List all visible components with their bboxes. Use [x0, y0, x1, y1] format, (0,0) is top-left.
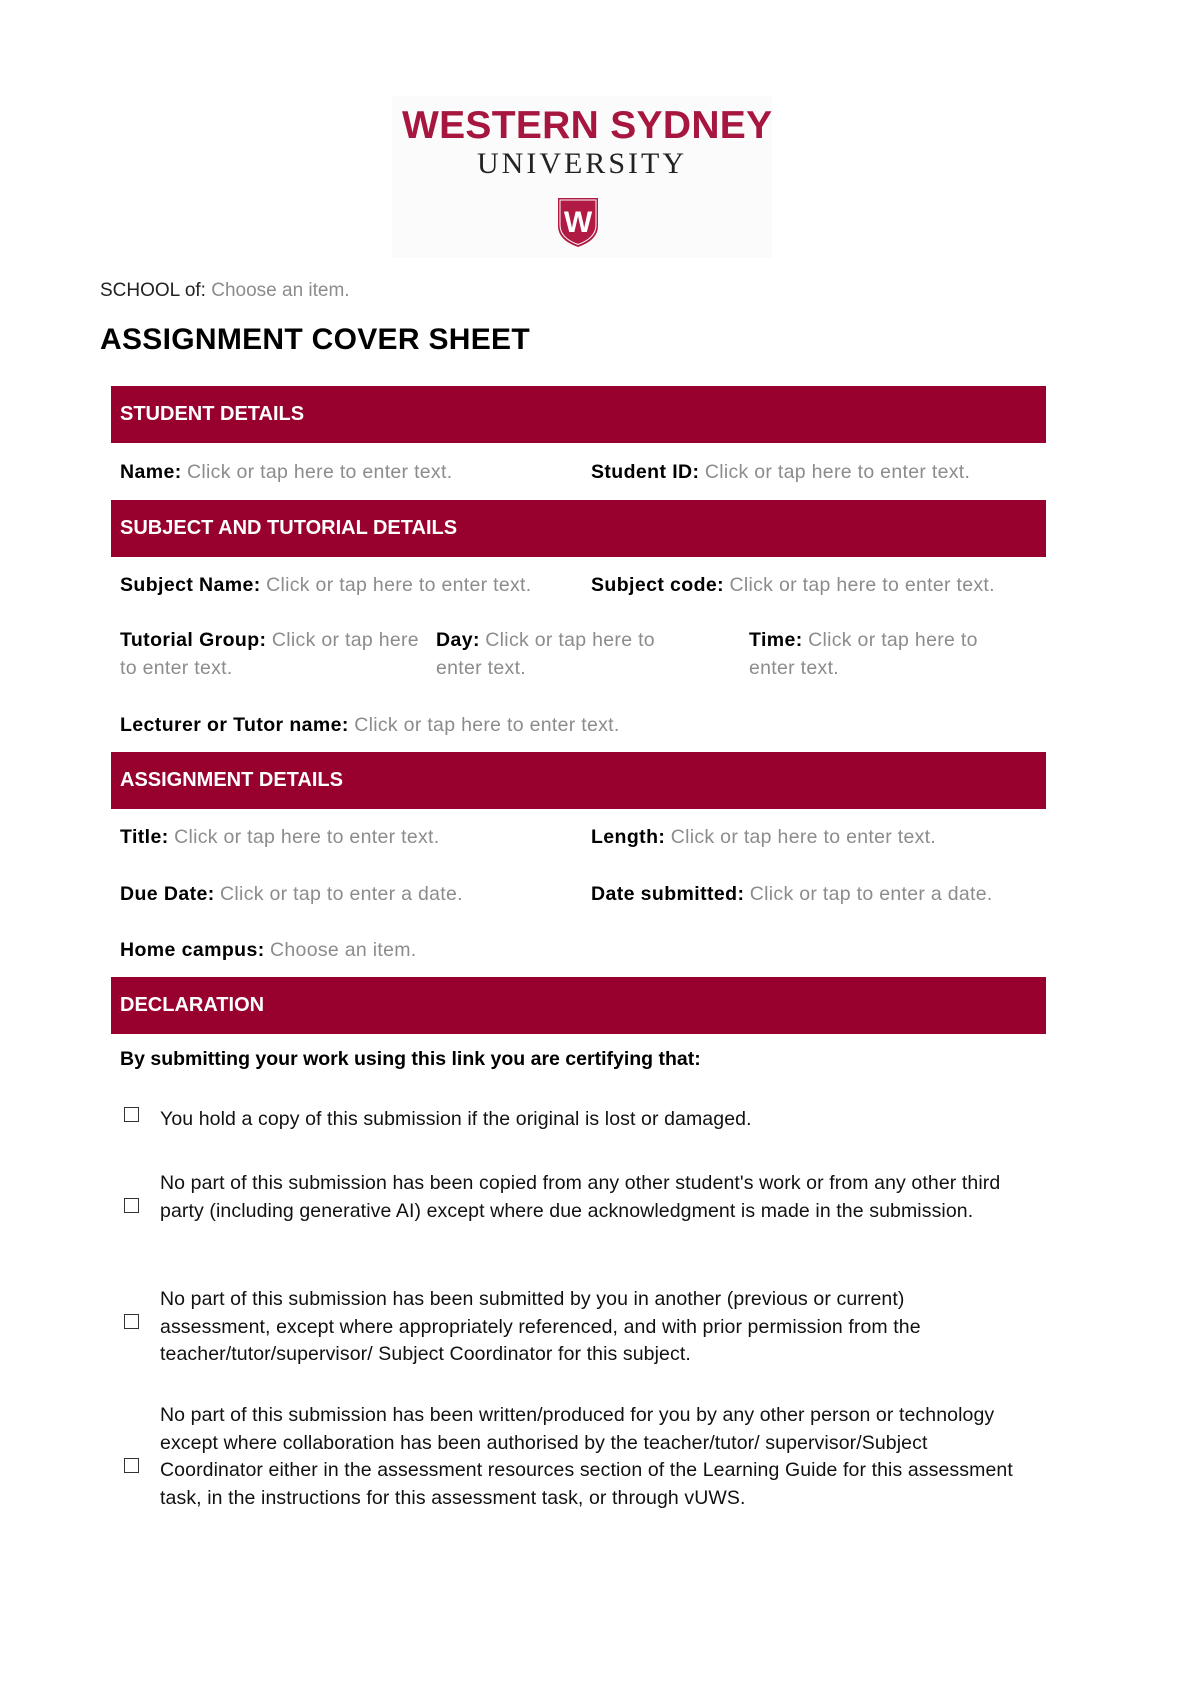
declaration-item-2: No part of this submission has been copied from any other student's work or from any other third party (including generative AI) except where due acknowledgment is made in the submission. — [160, 1172, 1001, 1222]
day-field[interactable] — [436, 626, 706, 682]
subject-details-heading: SUBJECT AND TUTORIAL DETAILS — [111, 500, 1046, 557]
home-campus-field[interactable] — [120, 936, 417, 964]
logo-wordmark: WESTERN SYDNEY — [402, 104, 773, 147]
assignment-details-heading: ASSIGNMENT DETAILS — [111, 752, 1046, 809]
subject-name-input[interactable]: Click or tap here to enter text. — [266, 574, 532, 596]
date-submitted-picker[interactable]: Click or tap to enter a date. — [749, 883, 993, 905]
time-label: Time: — [749, 629, 803, 651]
declaration-checkbox-2[interactable] — [124, 1198, 139, 1213]
student-id-label: Student ID: — [591, 461, 700, 483]
length-field[interactable] — [591, 823, 936, 851]
subject-code-field[interactable] — [591, 571, 995, 599]
home-campus-dropdown[interactable]: Choose an item. — [270, 939, 417, 961]
name-label: Name: — [120, 461, 182, 483]
declaration-item-1: You hold a copy of this submission if the original is lost or damaged. — [160, 1108, 752, 1130]
lecturer-input[interactable]: Click or tap here to enter text. — [354, 714, 620, 736]
lecturer-field[interactable] — [120, 711, 620, 739]
page-title: ASSIGNMENT COVER SHEET — [100, 323, 530, 356]
length-label: Length: — [591, 826, 666, 848]
university-logo — [392, 96, 772, 258]
student-id-field[interactable] — [591, 458, 970, 486]
tutorial-group-field[interactable] — [120, 626, 420, 682]
day-label: Day: — [436, 629, 480, 651]
due-date-picker[interactable]: Click or tap to enter a date. — [220, 883, 463, 905]
length-input[interactable]: Click or tap here to enter text. — [670, 826, 937, 848]
school-field[interactable] — [100, 280, 350, 302]
subject-code-label: Subject code: — [591, 574, 725, 596]
declaration-heading: DECLARATION — [111, 977, 1046, 1034]
time-input[interactable]: Click or tap here to enter text. — [749, 629, 978, 679]
shield-letter: W — [563, 206, 593, 239]
due-date-label: Due Date: — [120, 883, 215, 905]
declaration-intro: By submitting your work using this link you are certifying that: — [120, 1048, 701, 1070]
name-input[interactable]: Click or tap here to enter text. — [187, 461, 453, 483]
declaration-checkbox-4[interactable] — [124, 1458, 139, 1473]
title-field[interactable] — [120, 823, 439, 851]
declaration-checkbox-1[interactable] — [124, 1107, 139, 1122]
lecturer-label: Lecturer or Tutor name: — [120, 714, 349, 736]
name-field[interactable] — [120, 458, 452, 486]
school-dropdown[interactable]: Choose an item. — [211, 280, 350, 301]
university-shield-icon — [556, 196, 600, 248]
subject-code-input[interactable]: Click or tap here to enter text. — [729, 574, 995, 596]
due-date-field[interactable] — [120, 880, 463, 908]
declaration-item-4: No part of this submission has been written/produced for you by any other person or technology except where collaboration has been authorised by the teacher/tutor/ supervisor/Subject Coordinator either in the assessment resources section of the Learning Guide for this assessment task, in the instructions for this assessment task, or through vUWS. — [160, 1404, 1013, 1509]
school-label: SCHOOL of: — [100, 280, 206, 301]
tutorial-group-label: Tutorial Group: — [120, 629, 267, 651]
student-id-input[interactable]: Click or tap here to enter text. — [704, 461, 971, 483]
declaration-item-3: No part of this submission has been submitted by you in another (previous or current) assessment, except where appropriately referenced, and with prior permission from the teacher/tutor/supervisor/ Subject Coordinator for this subject. — [160, 1288, 921, 1365]
day-input[interactable]: Click or tap here to enter text. — [436, 629, 655, 679]
home-campus-label: Home campus: — [120, 939, 265, 961]
declaration-checkbox-3[interactable] — [124, 1314, 139, 1329]
tutorial-group-input[interactable]: Click or tap here to enter text. — [120, 629, 419, 679]
title-label: Title: — [120, 826, 169, 848]
date-submitted-label: Date submitted: — [591, 883, 745, 905]
subject-name-label: Subject Name: — [120, 574, 261, 596]
logo-subtitle: UNIVERSITY — [477, 147, 687, 180]
subject-name-field[interactable] — [120, 571, 531, 599]
title-input[interactable]: Click or tap here to enter text. — [174, 826, 440, 848]
time-field[interactable] — [749, 626, 1029, 682]
date-submitted-field[interactable] — [591, 880, 993, 908]
student-details-heading: STUDENT DETAILS — [111, 386, 1046, 443]
